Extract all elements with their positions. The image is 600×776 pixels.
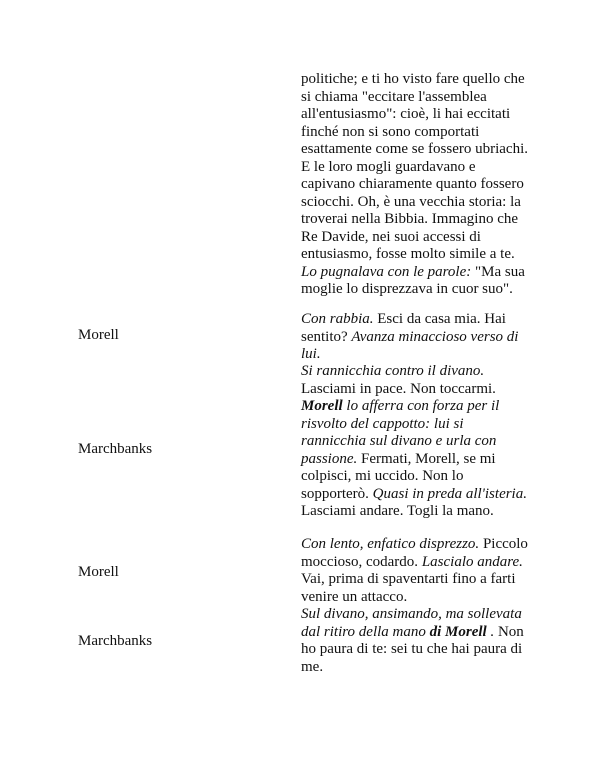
stage-direction: Avanza minaccioso verso di lui. (301, 328, 519, 362)
speaker-name: Morell (78, 327, 119, 343)
character-name: di Morell (429, 623, 487, 640)
stage-direction: lo afferra con forza per il risvolto del cappotto: lui si rannicchia sul divano e urla con passione. (301, 398, 500, 467)
dialogue-text: Esci da casa mia. Hai sentito? (301, 311, 506, 345)
stage-direction: Sul divano, ansimando, ma sollevata dal ritiro della mano (301, 606, 522, 640)
dialogue-text: Lasciami in pace. Non toccarmi. (301, 380, 496, 397)
stage-direction: Con rabbia. (301, 311, 374, 327)
dialogue-text: Piccolo moccioso, codardo. (301, 536, 528, 570)
stage-direction: Si rannicchia contro il divano. (301, 363, 485, 379)
dialogue-text: Vai, prima di spaventarti fino a farti venire un attacco. (301, 571, 516, 605)
stage-direction: Quasi in preda all'isteria. (372, 485, 527, 502)
speaker-name: Marchbanks (78, 441, 153, 457)
character-name: Morell (301, 398, 343, 414)
speaker-name: Morell (78, 564, 119, 580)
speaker-name: Marchbanks (78, 633, 153, 649)
dialogue-block (301, 363, 531, 521)
dialogue-text: Lasciami andare. Togli la mano. (301, 503, 494, 519)
stage-direction: . (486, 623, 495, 640)
dialogue-text: politiche; e ti ho visto fare quello che si chiama "eccitare l'assemblea all'entusiasmo": cioè, li hai eccitati finché non si sono comportati esattamente come se fossero ubriachi. E le loro mogli guardavano e capivano chiaramente quanto fossero sciocchi. Oh, è una vecchia storia: la troverai nella Bibbia. Immagino che Re Davide, nei suoi accessi di entusiasmo, fosse molto simile a te. (301, 71, 528, 262)
dialogue-continuation (301, 71, 531, 299)
dialogue-block (301, 606, 531, 676)
dialogue-text: "Ma sua moglie lo disprezzava in cuor suo". (301, 263, 525, 297)
stage-direction: Lascialo andare. (421, 553, 523, 570)
stage-direction: Con lento, enfatico disprezzo. (301, 536, 480, 552)
dialogue-text: Fermati, Morell, se mi colpisci, mi uccido. Non lo sopporterò. (301, 450, 496, 502)
dialogue-block (301, 536, 531, 606)
dialogue-block (301, 311, 531, 364)
dialogue-text: Non ho paura di te: sei tu che hai paura di me. (301, 623, 524, 675)
stage-direction: Lo pugnalava con le parole: (301, 263, 472, 280)
